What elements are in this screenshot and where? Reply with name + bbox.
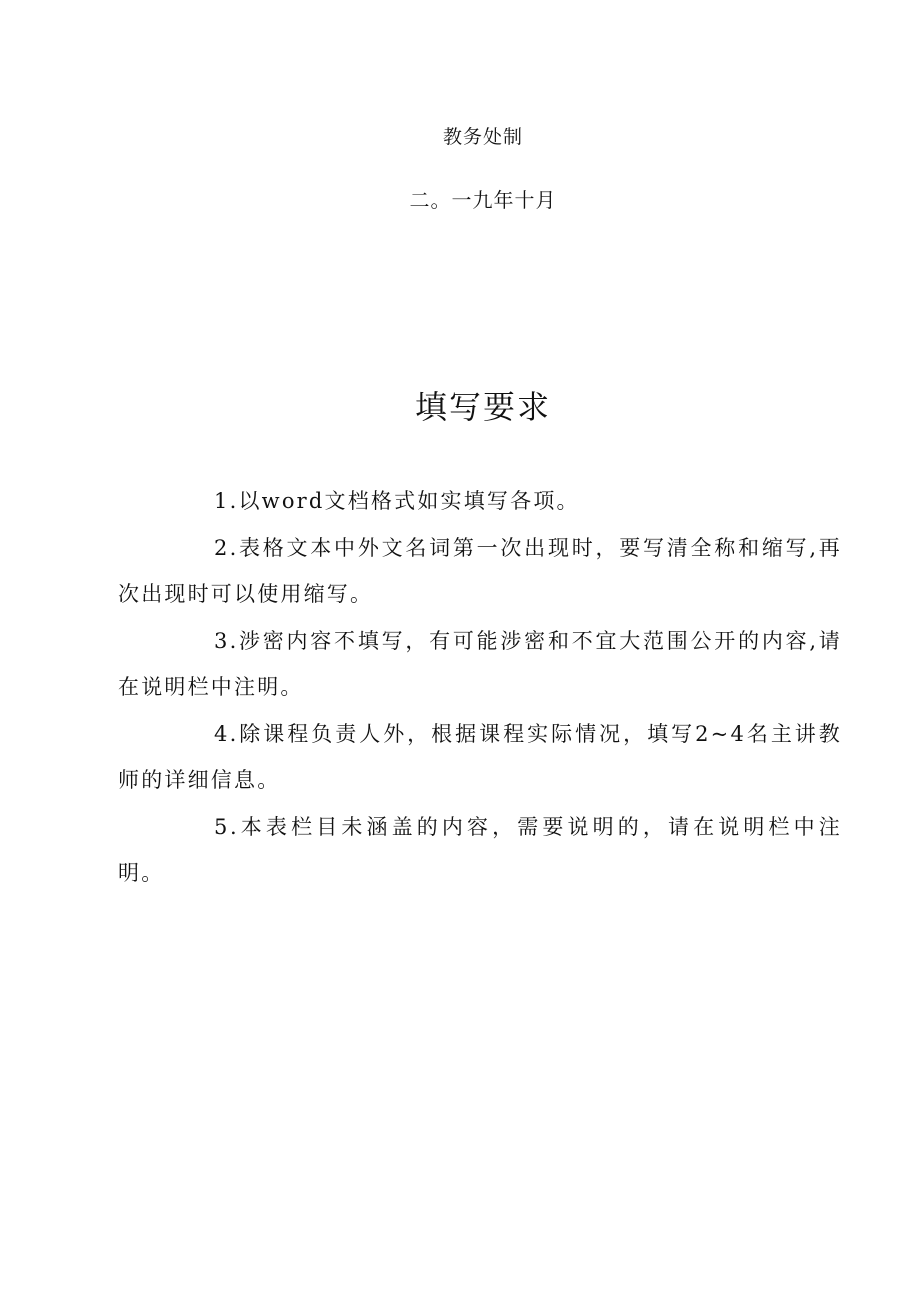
section-title: 填写要求: [414, 388, 551, 426]
item-text: .以word文档格式如实填写各项。: [229, 489, 580, 513]
item-number: 2: [214, 535, 230, 560]
requirement-item-1: [118, 478, 842, 525]
requirement-item-2: [118, 525, 842, 618]
requirement-item-4: [118, 711, 842, 804]
item-number: 3: [214, 628, 230, 653]
requirement-item-5: [118, 804, 842, 897]
item-number: 1: [214, 489, 230, 513]
issuer-label: 教务处制: [442, 126, 523, 148]
issue-date: 二。一九年十月: [409, 188, 557, 212]
item-text: .涉密内容不填写，有可能涉密和不宜大范围公开的内容,请在说明栏中注明。: [118, 628, 842, 699]
item-number: 5: [214, 814, 230, 839]
item-text: .表格文本中外文名词第一次出现时，要写清全称和缩写,再次出现时可以使用缩写。: [118, 535, 842, 606]
requirements-list: [118, 478, 842, 897]
item-text: .本表栏目未涵盖的内容，需要说明的，请在说明栏中注明。: [118, 814, 842, 885]
item-number: 4: [214, 721, 230, 746]
item-text: .除课程负责人外，根据课程实际情况，填写2~4名主讲教师的详细信息。: [118, 721, 842, 792]
requirement-item-3: [118, 618, 842, 711]
